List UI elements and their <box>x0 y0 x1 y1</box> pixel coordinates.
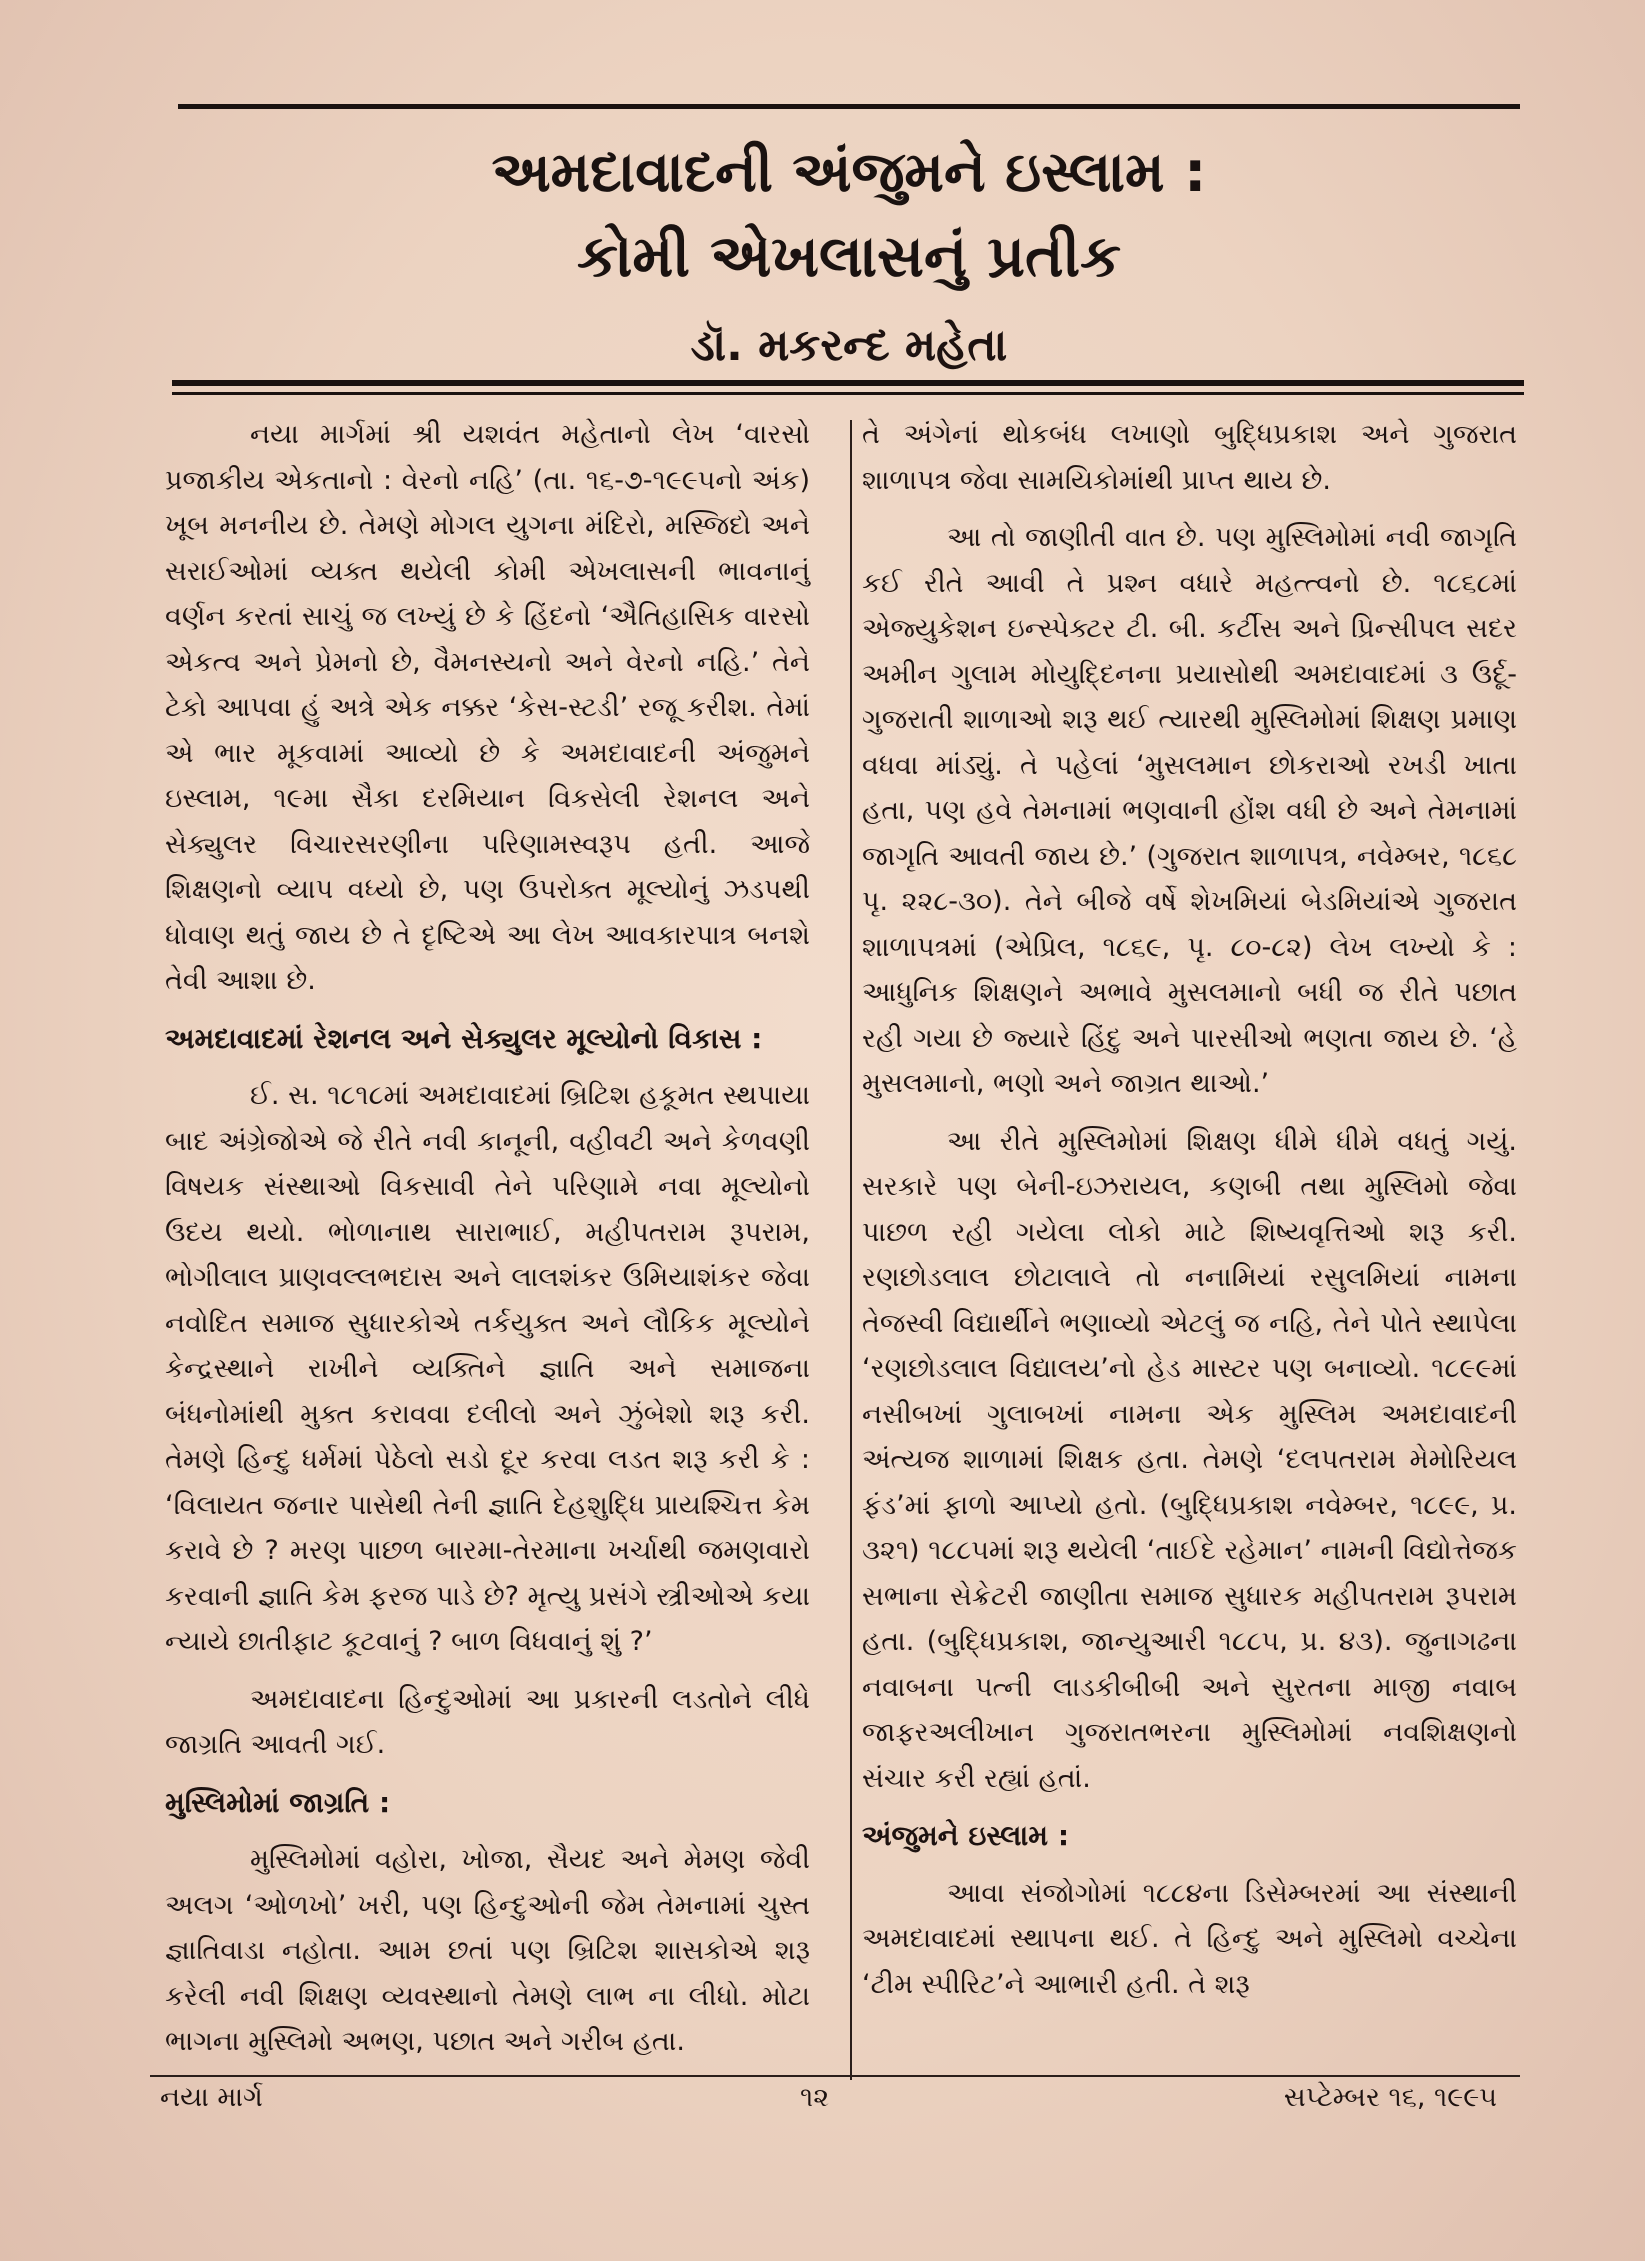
article-author: ડૉ. મકરન્દ મહેતા <box>690 320 1008 371</box>
footer-date: સપ્ટેમ્બર ૧૬, ૧૯૯૫ <box>1283 2082 1497 2113</box>
article-title-line1: અમદાવાદની અંજુમને ઇસ્લામ : <box>491 140 1207 205</box>
header-rule-thin <box>172 392 1524 395</box>
right-column <box>862 412 1517 2019</box>
column-divider <box>850 420 852 2080</box>
footer-rule <box>150 2075 1520 2077</box>
top-rule <box>178 104 1520 109</box>
paragraph: આ તો જાણીતી વાત છે. પણ મુસ્લિમોમાં નવી જાગૃતિ કઈ રીતે આવી તે પ્રશ્ન વધારે મહત્ત્વનો છે. ૧૮૬૮માં એજ્યુકેશન ઇન્સ્પેક્ટર ટી. બી. કર્ટીસ અને પ્રિન્સીપલ સદર અમીન ગુલામ મોયુદ્દિનના પ્રયાસોથી અમદાવાદમાં ૩ ઉર્દૂ-ગુજરાતી શાળાઓ શરૂ થઈ ત્યારથી મુસ્લિમોમાં શિક્ષણ પ્રમાણ વધવા માંડ્યું. તે પહેલાં ‘મુસલમાન છોકરાઓ રખડી ખાતા હતા, પણ હવે તેમનામાં ભણવાની હોંશ વધી છે અને તેમનામાં જાગૃતિ આવતી જાય છે.’ (ગુજરાત શાળાપત્ર, નવેમ્બર, ૧૮૬૮ પૃ. ૨૨૮-૩૦). તેને બીજે વર્ષે શેખમિયાં બેડમિયાંએ ગુજરાત શાળાપત્રમાં (એપ્રિલ, ૧૮૬૯, પૃ. ૮૦-૮૨) લેખ લખ્યો કે : આધુનિક શિક્ષણને અભાવે મુસલમાનો બધી જ રીતે પછાત રહી ગયા છે જ્યારે હિંદુ અને પારસીઓ ભણતા જાય છે. ‘હે મુસલમાનો, ભણો અને જાગ્રત થાઓ.’ <box>862 522 1517 1099</box>
paragraph: આ રીતે મુસ્લિમોમાં શિક્ષણ ધીમે ધીમે વધતું ગયું. સરકારે પણ બેની-ઇઝરાયલ, કણબી તથા મુસ્લિમો જેવા પાછળ રહી ગયેલા લોકો માટે શિષ્યવૃત્તિઓ શરૂ કરી. રણછોડલાલ છોટાલાલે તો નનામિયાં રસુલમિયાં નામના તેજસ્વી વિદ્યાર્થીને ભણાવ્યો એટલું જ નહિ, તેને પોતે સ્થાપેલા ‘રણછોડલાલ વિદ્યાલય’નો હેડ માસ્ટર પણ બનાવ્યો. ૧૮૯૯માં નસીબખાં ગુલાબખાં નામના એક મુસ્લિમ અમદાવાદની અંત્યજ શાળામાં શિક્ષક હતા. તેમણે ‘દલપતરામ મેમોરિયલ ફંડ’માં ફાળો આપ્યો હતો. (બુદ્ધિપ્રકાશ નવેમ્બર, ૧૮૯૯, પ્ર. ૩૨૧) ૧૮૮૫માં શરૂ થયેલી ‘તાઈદે રહેમાન’ નામની વિદ્યોત્તેજક સભાના સેક્રેટરી જાણીતા સમાજ સુધારક મહીપતરામ રૂપરામ હતા. (બુદ્ધિપ્રકાશ, જાન્યુઆરી ૧૮૮૫, પ્ર. ૪૩). જુનાગઢના નવાબના પત્ની લાડકીબીબી અને સુરતના માજી નવાબ જાફરઅલીખાન ગુજરાતભરના મુસ્લિમોમાં નવશિક્ષણનો સંચાર કરી રહ્યાં હતાં. <box>862 1125 1517 1794</box>
left-column <box>165 412 810 2077</box>
paragraph: અમદાવાદના હિન્દુઓમાં આ પ્રકારની લડતોને લીધે જાગ્રતિ આવતી ગઈ. <box>165 1683 810 1760</box>
article-title-line2: કોમી એખલાસનું પ્રતીક <box>576 222 1122 290</box>
paragraph: ઈ. સ. ૧૮૧૮માં અમદાવાદમાં બ્રિટિશ હકૂમત સ્થપાયા બાદ અંગ્રેજોએ જે રીતે નવી કાનૂની, વહીવટી અને કેળવણી વિષયક સંસ્થાઓ વિકસાવી તેને પરિણામે નવા મૂલ્યોનો ઉદય થયો. ભોળાનાથ સારાભાઈ, મહીપતરામ રૂપરામ, ભોગીલાલ પ્રાણવલ્લભદાસ અને લાલશંકર ઉમિયાશંકર જેવા નવોદિત સમાજ સુધારકોએ તર્કયુક્ત અને લૌકિક મૂલ્યોને કેન્દ્રસ્થાને રાખીને વ્યક્તિને જ્ઞાતિ અને સમાજના બંધનોમાંથી મુક્ત કરાવવા દલીલો અને ઝુંબેશો શરૂ કરી. તેમણે હિન્દુ ધર્મમાં પેઠેલો સડો દૂર કરવા લડત શરૂ કરી કે : ‘વિલાયત જનાર પાસેથી તેની જ્ઞાતિ દેહશુદ્ધિ પ્રાયશ્ચિત્ત કેમ કરાવે છે ? મરણ પાછળ બારમા-તેરમાના ખર્ચાથી જમણવારો કરવાની જ્ઞાતિ કેમ ફરજ પાડે છે? મૃત્યુ પ્રસંગે સ્ત્રીઓએ કયા ન્યાયે છાતીફાટ કૂટવાનું ? બાળ વિધવાનું શું ?’ <box>165 1080 810 1657</box>
section-heading-anjuman: અંજુમને ઇસ્લામ : <box>862 1819 1070 1852</box>
intro-paragraph: નયા માર્ગમાં શ્રી યશવંત મહેતાનો લેખ ‘વારસો પ્રજાકીય એકતાનો : વેરનો નહિ’ (તા. ૧૬-૭-૧૯૯૫નો અંક) ખૂબ મનનીય છે. તેમણે મોગલ યુગના મંદિરો, મસ્જિદો અને સરાઈઓમાં વ્યક્ત થયેલી કોમી એખલાસની ભાવનાનું વર્ણન કરતાં સાચું જ લખ્યું છે કે હિંદનો ‘ઐતિહાસિક વારસો એકત્વ અને પ્રેમનો છે, વૈમનસ્યનો અને વેરનો નહિ.’ તેને ટેકો આપવા હું અત્રે એક નક્કર ‘કેસ-સ્ટડી’ રજૂ કરીશ. તેમાં એ ભાર મૂકવામાં આવ્યો છે કે અમદાવાદની અંજુમને ઇસ્લામ, ૧૯મા સૈકા દરમિયાન વિકસેલી રેશનલ અને સેક્યુલર વિચારસરણીના પરિણામસ્વરૂપ હતી. આજે શિક્ષણનો વ્યાપ વધ્યો છે, પણ ઉપરોક્ત મૂલ્યોનું ઝડપથી ધોવાણ થતું જાય છે તે દૃષ્ટિએ આ લેખ આવકારપાત્ર બનશે તેવી આશા છે. <box>165 419 810 996</box>
header-rule-thick <box>172 380 1524 386</box>
continued-paragraph: તે અંગેનાં થોકબંધ લખાણો બુદ્ધિપ્રકાશ અને ગુજરાત શાળાપત્ર જેવા સામયિકોમાંથી પ્રાપ્ત થાય છે. <box>862 419 1517 496</box>
section-heading-muslim-awakening: મુસ્લિમોમાં જાગ્રતિ : <box>165 1785 391 1819</box>
paragraph: મુસ્લિમોમાં વહોરા, ખોજા, સૈયદ અને મેમણ જેવી અલગ ‘ઓળખો’ ખરી, પણ હિન્દુઓની જેમ તેમનામાં ચુસ્ત જ્ઞાતિવાડા નહોતા. આમ છતાં પણ બ્રિટિશ શાસકોએ શરૂ કરેલી નવી શિક્ષણ વ્યવસ્થાનો તેમણે લાભ ના લીધો. મોટા ભાગના મુસ્લિમો અભણ, પછાત અને ગરીબ હતા. <box>165 1844 810 2057</box>
paragraph: આવા સંજોગોમાં ૧૮૮૪ના ડિસેમ્બરમાં આ સંસ્થાની અમદાવાદમાં સ્થાપના થઈ. તે હિન્દુ અને મુસ્લિમો વચ્ચેના ‘ટીમ સ્પીરિટ’ને આભારી હતી. તે શરૂ <box>862 1877 1517 2000</box>
footer-page-number: ૧૨ <box>800 2082 830 2113</box>
footer-publication: નયા માર્ગ <box>160 2082 263 2113</box>
section-heading-rational-values: અમદાવાદમાં રેશનલ અને સેક્યુલર મૂલ્યોનો વિકાસ : <box>165 1021 763 1055</box>
